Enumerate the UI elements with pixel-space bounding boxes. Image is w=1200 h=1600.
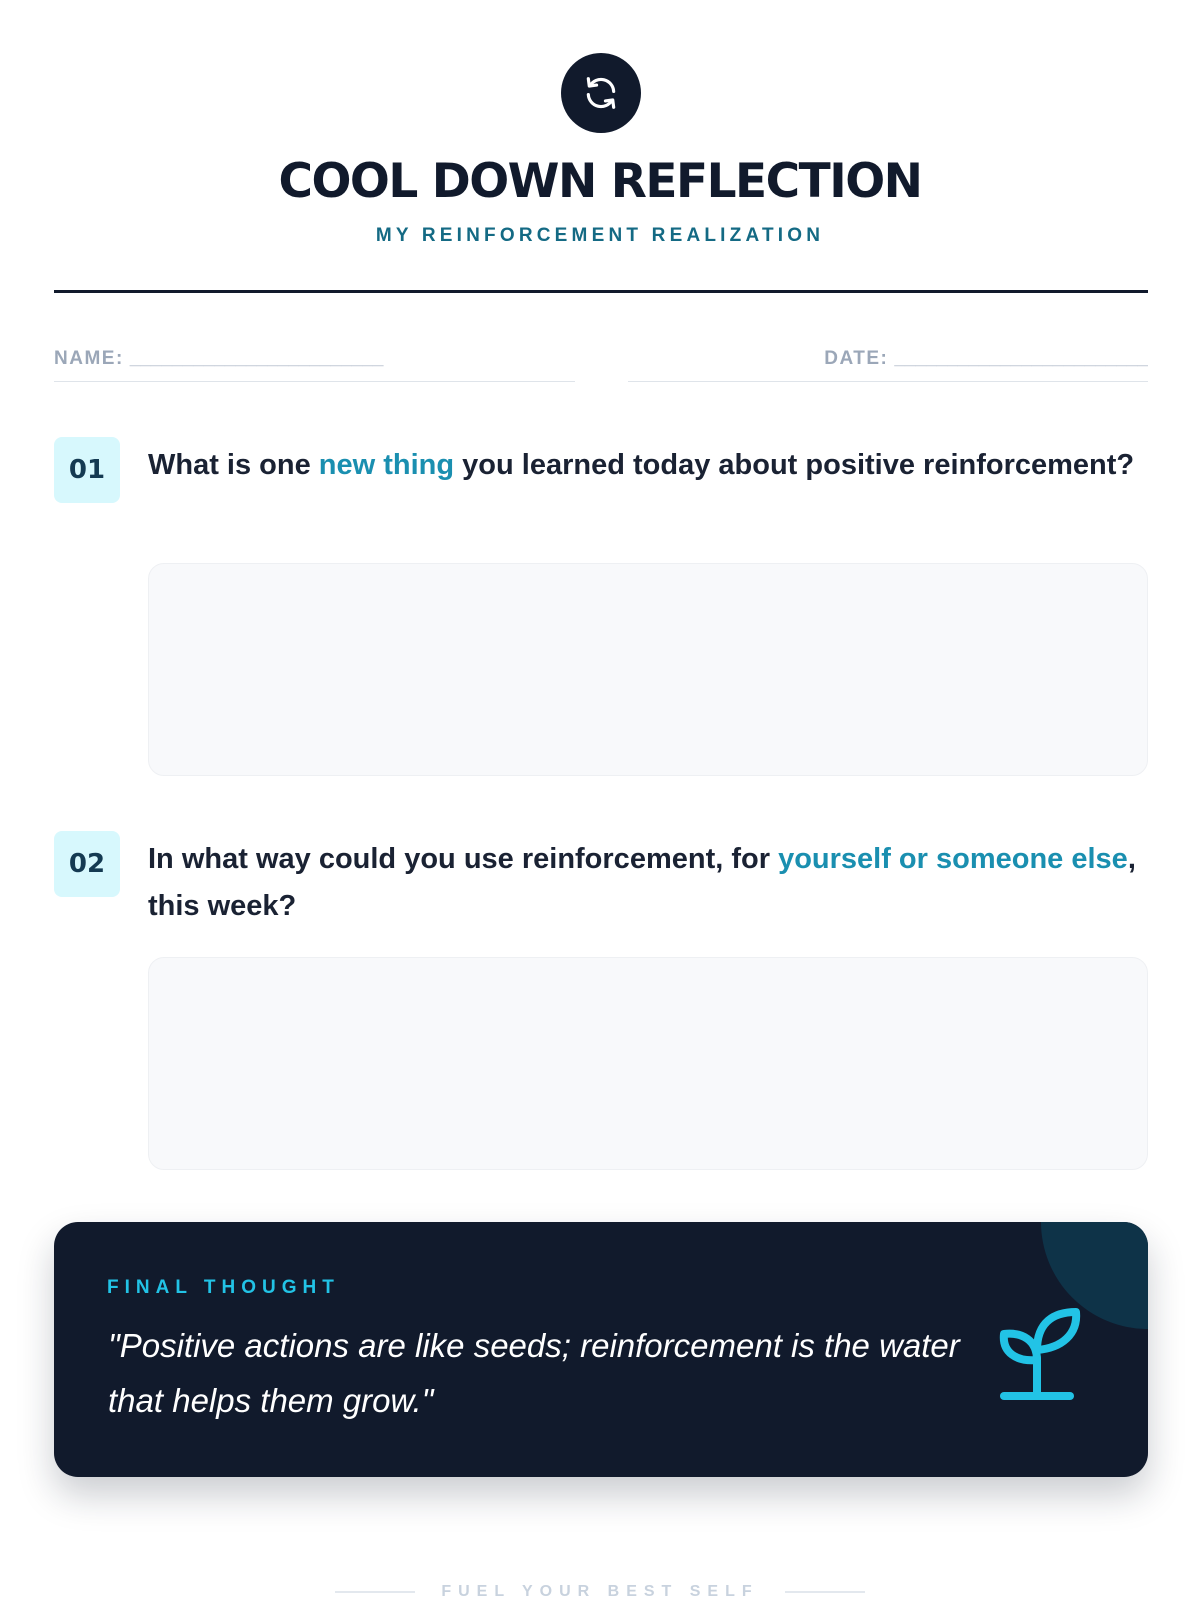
date-field[interactable] (628, 348, 1148, 382)
final-thought-quote: "Positive actions are like seeds; reinforcement is the water that helps them grow." (108, 1327, 960, 1419)
date-blank[interactable]: ________________________ (894, 348, 1148, 369)
footer-divider-right (785, 1591, 865, 1593)
footer-divider-left (335, 1591, 415, 1593)
question-number-badge: 01 (54, 437, 120, 503)
refresh-icon (582, 74, 620, 112)
sprout-icon (994, 1302, 1090, 1406)
page-title: COOL DOWN REFLECTION (278, 154, 922, 209)
question-number-badge: 02 (54, 831, 120, 897)
name-field[interactable] (54, 348, 575, 382)
footer-text: FUEL YOUR BEST SELF (441, 1583, 759, 1600)
question-1-text (148, 442, 1148, 489)
question-2-text-end: , this week? (148, 843, 1136, 922)
final-thought-label: FINAL THOUGHT (107, 1277, 340, 1298)
question-1-text-end: you learned today about positive reinforcement? (454, 449, 1135, 481)
question-1-answer-box[interactable] (148, 563, 1148, 776)
logo-badge (561, 53, 641, 133)
date-label: DATE: (824, 348, 889, 369)
question-1-highlight: new thing (318, 449, 455, 481)
footer (0, 1583, 1200, 1600)
question-2-answer-box[interactable] (148, 957, 1148, 1170)
header-divider (54, 290, 1148, 293)
question-2-text-start: In what way could you use reinforcement, for (148, 843, 779, 875)
page-subtitle: MY REINFORCEMENT REALIZATION (375, 225, 825, 246)
question-2-text (148, 836, 1148, 930)
question-1-text-start: What is one (148, 449, 319, 481)
name-label: NAME: (54, 348, 124, 369)
name-blank[interactable]: ________________________ (129, 348, 384, 369)
question-2-highlight: yourself or someone else (778, 843, 1128, 875)
final-thought-card (54, 1222, 1148, 1477)
